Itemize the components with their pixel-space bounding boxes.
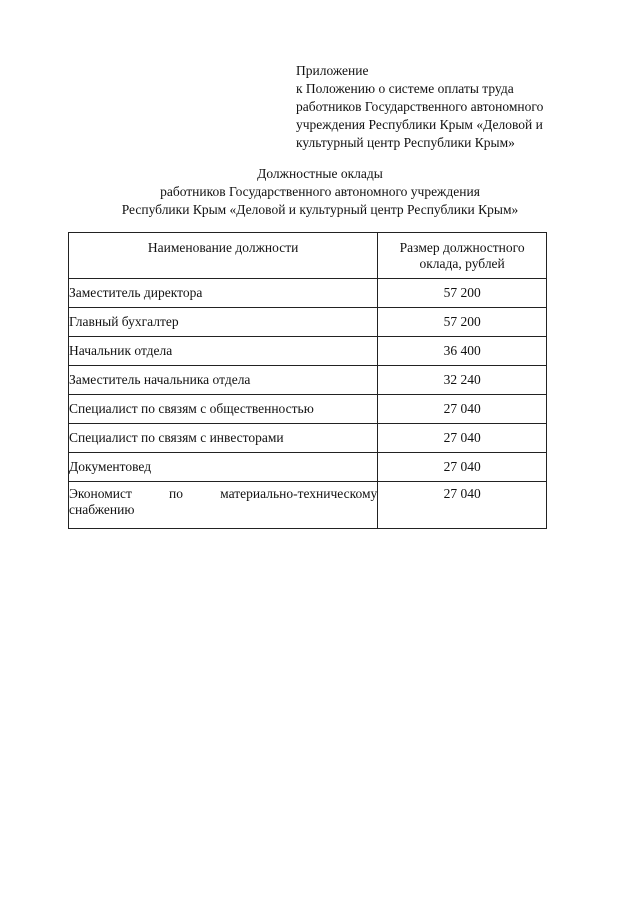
title-line: Должностные оклады	[257, 166, 383, 181]
salary-cell: 32 240	[378, 366, 547, 395]
document-title	[60, 165, 580, 219]
position-cell: Специалист по связям с общественностью	[69, 395, 378, 424]
table-row	[69, 308, 547, 337]
position-cell: Заместитель начальника отдела	[69, 366, 378, 395]
header-salary	[378, 233, 547, 279]
appendix-line: работников Государственного автономного	[296, 99, 544, 114]
salary-table	[68, 232, 547, 529]
table-row	[69, 366, 547, 395]
table-row	[69, 395, 547, 424]
position-cell: Заместитель директора	[69, 279, 378, 308]
header-salary-line: оклада, рублей	[419, 256, 505, 271]
salary-cell: 27 040	[378, 453, 547, 482]
table-row	[69, 453, 547, 482]
appendix-line: к Положению о системе оплаты труда	[296, 81, 514, 96]
position-cell: Документовед	[69, 453, 378, 482]
table-row	[69, 424, 547, 453]
appendix-heading	[296, 62, 596, 152]
salary-cell: 36 400	[378, 337, 547, 366]
position-cell: Специалист по связям с инвесторами	[69, 424, 378, 453]
salary-cell: 27 040	[378, 482, 547, 529]
table-row	[69, 482, 547, 529]
table-header-row	[69, 233, 547, 279]
title-line: работников Государственного автономного учреждения	[160, 184, 480, 199]
salary-cell: 57 200	[378, 279, 547, 308]
appendix-line: культурный центр Республики Крым»	[296, 135, 515, 150]
table-row	[69, 279, 547, 308]
appendix-line: Приложение	[296, 63, 369, 78]
header-position: Наименование должности	[69, 233, 378, 279]
header-salary-line: Размер должностного	[399, 240, 525, 255]
position-cell: Экономист по материально-техническому снабжению	[69, 482, 378, 529]
appendix-line: учреждения Республики Крым «Деловой и	[296, 117, 543, 132]
position-cell: Начальник отдела	[69, 337, 378, 366]
salary-cell: 27 040	[378, 424, 547, 453]
salary-cell: 57 200	[378, 308, 547, 337]
position-cell: Главный бухгалтер	[69, 308, 378, 337]
salary-cell: 27 040	[378, 395, 547, 424]
title-line: Республики Крым «Деловой и культурный центр Республики Крым»	[121, 202, 519, 217]
table-row	[69, 337, 547, 366]
